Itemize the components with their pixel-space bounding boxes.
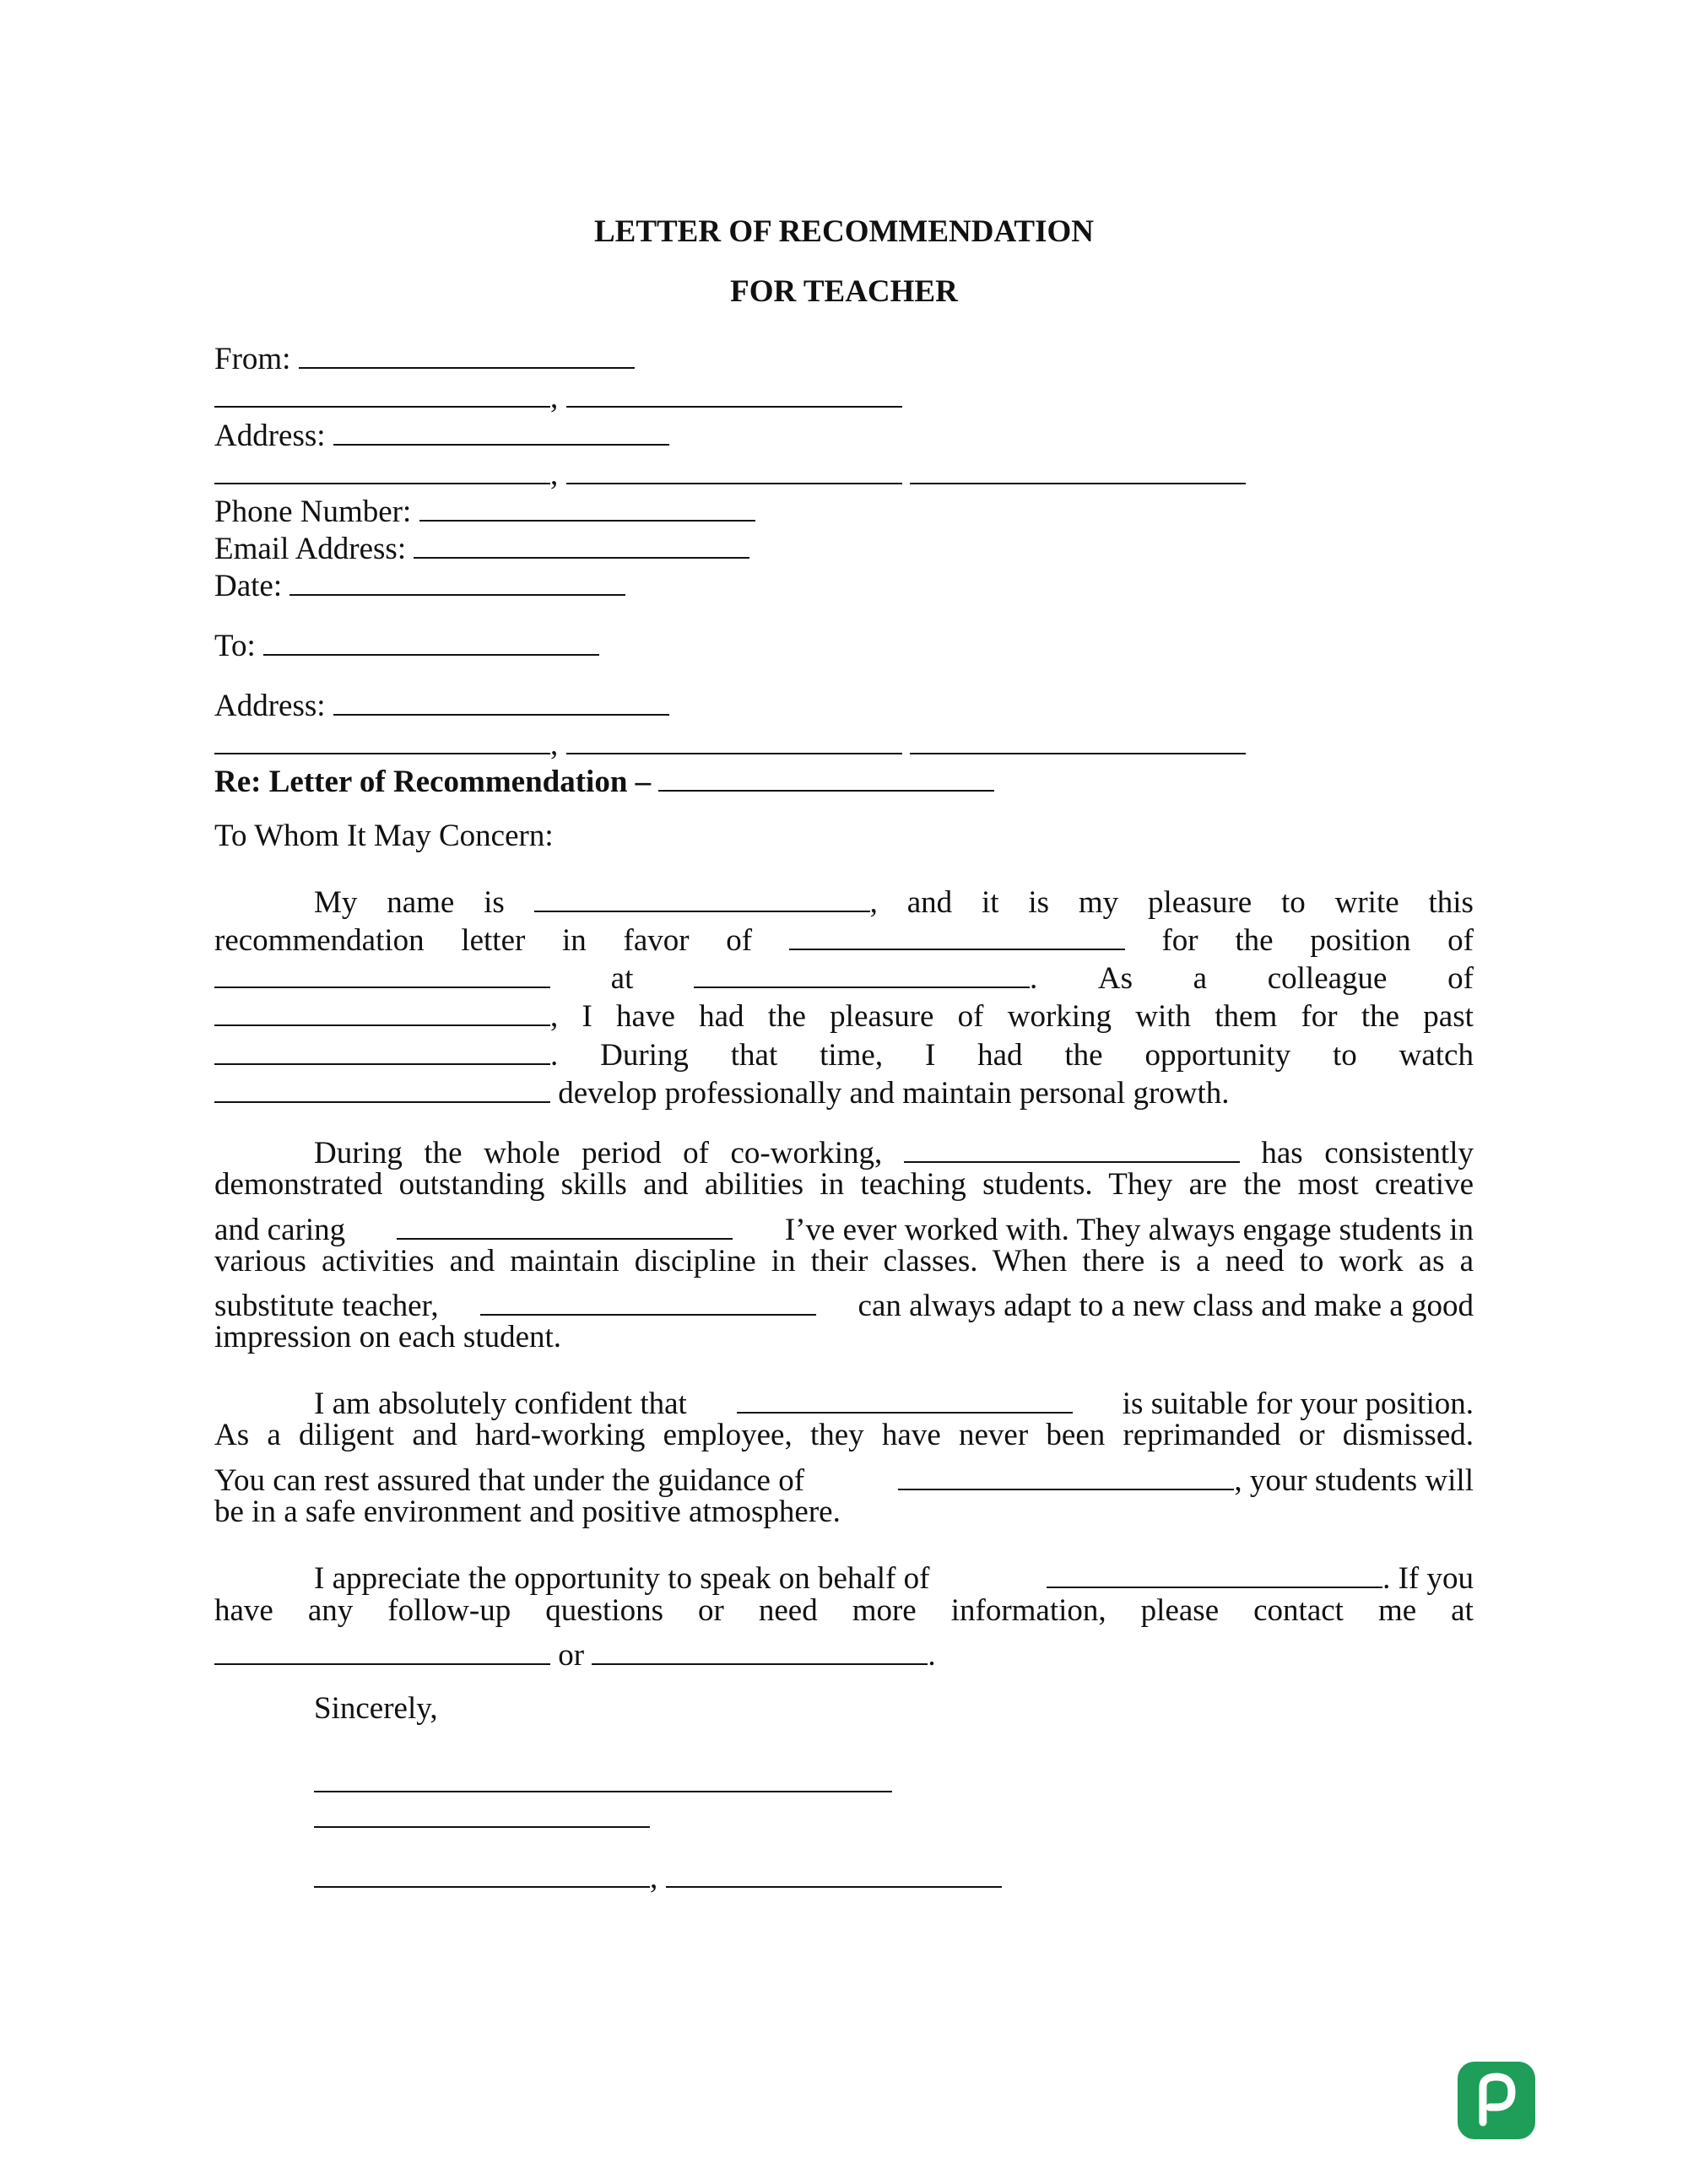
p1-word: write: [1334, 885, 1399, 920]
p1-word: of: [957, 999, 984, 1034]
p1-text: develop professionally and maintain personal growth.: [558, 1076, 1230, 1111]
p1-word: During: [600, 1038, 689, 1073]
p1-word: letter: [461, 923, 526, 958]
p1-word: and: [906, 885, 953, 920]
p4-line-2: [214, 1592, 1474, 1630]
p1-word: this: [1428, 885, 1474, 920]
p3-text: I am absolutely confident that: [314, 1387, 687, 1421]
contact-email-field[interactable]: [592, 1630, 928, 1665]
p2-word: co-working,: [730, 1136, 883, 1170]
teacher-name-field-4[interactable]: [480, 1280, 816, 1316]
p4-word: follow-up: [387, 1593, 511, 1628]
p2-word: During: [314, 1136, 403, 1170]
p3-line-4: be in a safe environment and positive atmosphere.: [214, 1495, 841, 1529]
school-name-field[interactable]: [694, 953, 1030, 988]
date-field[interactable]: [289, 560, 625, 596]
p1-word: position: [1310, 923, 1411, 958]
p1-word: it: [981, 885, 999, 920]
p1-word: opportunity: [1144, 1038, 1291, 1073]
p4-word: any: [307, 1593, 354, 1628]
greeting: To Whom It May Concern:: [214, 819, 554, 853]
signer-title-field[interactable]: [314, 1852, 650, 1888]
from-address-zip-field[interactable]: [910, 449, 1246, 484]
pdfsimpli-p-logo-icon[interactable]: [1458, 2062, 1535, 2139]
p2-text: I’ve ever worked with. They always engage students in: [784, 1213, 1474, 1247]
p4-word: more: [852, 1593, 917, 1628]
from-state-field[interactable]: [566, 372, 902, 408]
p1-word: my: [1078, 885, 1119, 920]
duration-field[interactable]: [214, 1030, 550, 1065]
signer-organization-field[interactable]: [666, 1852, 1002, 1888]
to-zip-field[interactable]: [910, 719, 1246, 754]
date-row: [214, 560, 1474, 605]
p1-word: time,: [820, 1038, 884, 1073]
p1-word: of: [726, 923, 753, 958]
p1-comma: ,: [550, 999, 559, 1034]
to-city-field[interactable]: [214, 719, 550, 754]
p1-word: at: [610, 961, 634, 996]
phone-field[interactable]: [419, 486, 755, 522]
p3-text: , your students will: [1234, 1463, 1474, 1498]
p4-word: or: [698, 1593, 724, 1628]
p1-comma: ,: [869, 885, 878, 920]
teacher-name-field-5[interactable]: [737, 1378, 1073, 1414]
p1-word: the: [1064, 1038, 1103, 1073]
p1-word: past: [1423, 999, 1474, 1034]
from-address-state-field[interactable]: [566, 449, 902, 484]
p1-word: had: [699, 999, 744, 1034]
p1-word: As: [1097, 961, 1133, 996]
p1-word: of: [1447, 961, 1474, 996]
document-title: LETTER OF RECOMMENDATION: [593, 214, 1095, 249]
p1-word: have: [616, 999, 675, 1034]
p1-word: to: [1281, 885, 1306, 920]
p1-word: the: [1361, 999, 1400, 1034]
p4-word: me: [1377, 1593, 1417, 1628]
p2-word: the: [424, 1136, 463, 1170]
p1-word: pleasure: [830, 999, 934, 1034]
contact-phone-field[interactable]: [214, 1630, 550, 1665]
p4-line-3: [214, 1630, 1474, 1674]
signature-field[interactable]: [314, 1757, 892, 1792]
p4-text: .: [928, 1638, 936, 1673]
email-label: Email Address:: [214, 532, 407, 566]
p2-word: of: [683, 1136, 709, 1170]
teacher-name-field-6[interactable]: [898, 1455, 1234, 1490]
from-address-label: Address:: [214, 419, 326, 453]
p1-word: watch: [1399, 1038, 1474, 1073]
to-label: To:: [214, 629, 256, 663]
p2-word: period: [582, 1136, 662, 1170]
to-state-field[interactable]: [566, 719, 902, 754]
p1-word: the: [1235, 923, 1274, 958]
to-address-field[interactable]: [333, 680, 669, 716]
p1-word: name: [387, 885, 455, 920]
signer-name-field[interactable]: [314, 1792, 650, 1828]
p1-word: colleague: [1267, 961, 1388, 996]
document-subtitle: FOR TEACHER: [730, 274, 958, 309]
p2-line-6: impression on each student.: [214, 1320, 562, 1354]
position-field[interactable]: [214, 953, 550, 988]
p2-text: can always adapt to a new class and make a good: [858, 1289, 1474, 1323]
p1-word: I: [924, 1038, 936, 1073]
p2-word: whole: [484, 1136, 560, 1170]
p4-text: I appreciate the opportunity to speak on behalf of: [314, 1561, 930, 1596]
p1-line-6: [214, 1068, 1474, 1112]
p1-word: favor: [623, 923, 690, 958]
p4-word: have: [214, 1593, 273, 1628]
p1-word: with: [1135, 999, 1192, 1034]
p3-text: is suitable for your position.: [1122, 1387, 1474, 1421]
p2-line-4: various activities and maintain discipline in their classes. When there is a need to work as a: [214, 1244, 1474, 1279]
p1-word: is: [484, 885, 505, 920]
p1-word: of: [1447, 923, 1474, 958]
p2-word: has: [1261, 1136, 1303, 1170]
from-city-field[interactable]: [214, 372, 550, 408]
p4-word: questions: [545, 1593, 664, 1628]
p4-word: please: [1140, 1593, 1220, 1628]
p4-word: information,: [950, 1593, 1106, 1628]
from-address-field[interactable]: [333, 410, 669, 446]
re-name-field[interactable]: [658, 756, 994, 792]
to-row: [214, 620, 1474, 665]
teacher-name-field-2[interactable]: [214, 1068, 550, 1103]
signer-title-row: ,: [314, 1852, 1474, 1897]
p1-word: in: [562, 923, 587, 958]
from-address-city-field[interactable]: [214, 449, 550, 484]
signer-name-row: [314, 1792, 1474, 1837]
p4-word: need: [758, 1593, 818, 1628]
closing: Sincerely,: [314, 1691, 438, 1726]
p1-word: I: [582, 999, 592, 1034]
p2-text: and caring: [214, 1213, 346, 1247]
teacher-role-field[interactable]: [397, 1204, 733, 1240]
re-label: Re: Letter of Recommendation –: [214, 765, 652, 799]
p1-word: My: [314, 885, 358, 920]
p1-word: for: [1161, 923, 1198, 958]
from-city-state-zip-row: ,: [214, 449, 1474, 494]
p3-text: You can rest assured that under the guidance of: [214, 1463, 805, 1498]
p1-word: that: [730, 1038, 778, 1073]
to-address-label: Address:: [214, 689, 326, 723]
to-name-field[interactable]: [263, 620, 599, 656]
colleague-name-field[interactable]: [214, 991, 550, 1026]
p4-text: or: [558, 1638, 585, 1673]
from-name-field[interactable]: [299, 333, 635, 369]
p4-word: contact: [1253, 1593, 1344, 1628]
re-line: [214, 756, 1474, 801]
p1-word: to: [1332, 1038, 1357, 1073]
p1-word: is: [1028, 885, 1050, 920]
email-field[interactable]: [414, 523, 749, 559]
p1-word: had: [977, 1038, 1023, 1073]
p1-word: for: [1301, 999, 1338, 1034]
p1-word: working: [1007, 999, 1112, 1034]
from-city-state-row: ,: [214, 372, 1474, 417]
teacher-name-field-3[interactable]: [904, 1127, 1240, 1163]
p1-word: a: [1193, 961, 1208, 996]
teacher-name-field[interactable]: [789, 915, 1125, 950]
author-name-field[interactable]: [534, 877, 870, 912]
p1-word: recommendation: [214, 923, 425, 958]
p2-text: substitute teacher,: [214, 1289, 439, 1323]
p1-word: the: [767, 999, 806, 1034]
date-label: Date:: [214, 569, 283, 603]
p3-line-2: As a diligent and hard-working employee, they have never been reprimanded or dismissed.: [214, 1418, 1474, 1452]
p1-period: .: [1029, 961, 1038, 996]
to-city-state-zip-row: ,: [214, 719, 1474, 764]
teacher-name-field-7[interactable]: [1047, 1553, 1382, 1588]
p2-word: consistently: [1324, 1136, 1474, 1170]
p2-line-2: demonstrated outstanding skills and abilities in teaching students. They are the most creative: [214, 1167, 1474, 1202]
p1-period: .: [550, 1038, 559, 1073]
p1-word: pleasure: [1147, 885, 1252, 920]
phone-label: Phone Number:: [214, 495, 412, 529]
p1-word: them: [1215, 999, 1278, 1034]
p4-word: at: [1451, 1593, 1474, 1628]
from-label: From:: [214, 342, 291, 376]
p4-text: . If you: [1382, 1561, 1474, 1596]
logo-glyph: [1458, 2062, 1535, 2139]
